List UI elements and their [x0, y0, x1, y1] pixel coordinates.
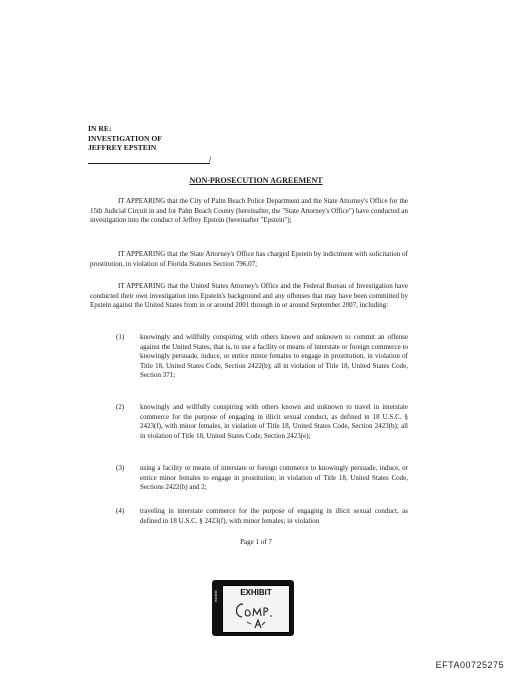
caption-line-in-re: IN RE: [88, 124, 112, 133]
paragraph-1 [90, 197, 408, 226]
caption-underline [88, 163, 210, 164]
stamp-side-text: exhibit [213, 590, 218, 602]
handwritten-exhibit-mark [229, 598, 285, 630]
exhibit-label: EXHIBIT [240, 588, 272, 597]
list-item-text: using a facility or means of interstate or foreign commerce to knowingly persuade, induce, or entice minor females to engage in prostitution; in violation of Title 18, United States Code, Sections 2422(b) and 2; [140, 464, 408, 492]
paragraph-2-text: IT APPEARING that the State Attorney's Office has charged Epstein by indictment with solicitation of prostitution, in violation of Florida Statutes Section 796.07; [90, 250, 408, 268]
page-number: Page 1 of 7 [240, 538, 272, 546]
caption-slash: / [209, 155, 212, 164]
list-item-text: knowingly and willfully conspiring with others known and unknown to travel in interstate commerce for the purpose of engaging in illicit sexual conduct, as defined in 18 U.S.C. § 2423(f), with minor females, in violation of Title 18, United States Code, Section 2423(b); all in violation of Title 18, United States Code, Section 2423(e); [140, 403, 408, 440]
case-caption [88, 124, 162, 153]
caption-line-name: JEFFREY EPSTEIN [88, 143, 157, 153]
caption-line-investigation: INVESTIGATION OF [88, 133, 162, 143]
list-item-number: (2) [116, 403, 125, 411]
list-item-text: traveling in interstate commerce for the purpose of engaging in illicit sexual conduct, as defined in 18 U.S.C. § 2423(f), with minor females; in violation [140, 507, 408, 525]
list-item-number: (1) [116, 333, 125, 341]
exhibit-sticker [222, 585, 290, 633]
paragraph-3-text: IT APPEARING that the United States Attorney's Office and the Federal Bureau of Investigation have conducted their own investigation into Epstein's background and any offenses that may have been committed by Epstein against the United States from in or around 2001 through in or around September 2007, including: [90, 282, 408, 310]
document-title: NON-PROSECUTION AGREEMENT [189, 176, 323, 185]
list-item-text: knowingly and willfully conspiring with others known and unknown to commit an offense against the United States, that is, to use a facility or means of interstate or foreign commerce to knowingly persuade, induce, or entice minor females to engage in prostitution, in violation of Title 18, United States Code, Section 2422(b); all in violation of Title 18, United States Code, Section 371; [140, 333, 408, 380]
paragraph-2 [90, 250, 408, 269]
document-id: EFTA00725275 [435, 660, 504, 670]
paragraph-3 [90, 282, 408, 311]
paragraph-1-text: IT APPEARING that the City of Palm Beach Police Department and the State Attorney's Office for the 15th Judicial Circuit in and for Palm Beach County (hereinafter, the "State Attorney's Office") have conducted an investigation into the conduct of Jeffrey Epstein (hereinafter "Epstein"); [90, 197, 408, 225]
exhibit-stamp [212, 580, 294, 636]
list-item-number: (3) [116, 464, 125, 472]
list-item-number: (4) [116, 507, 125, 515]
